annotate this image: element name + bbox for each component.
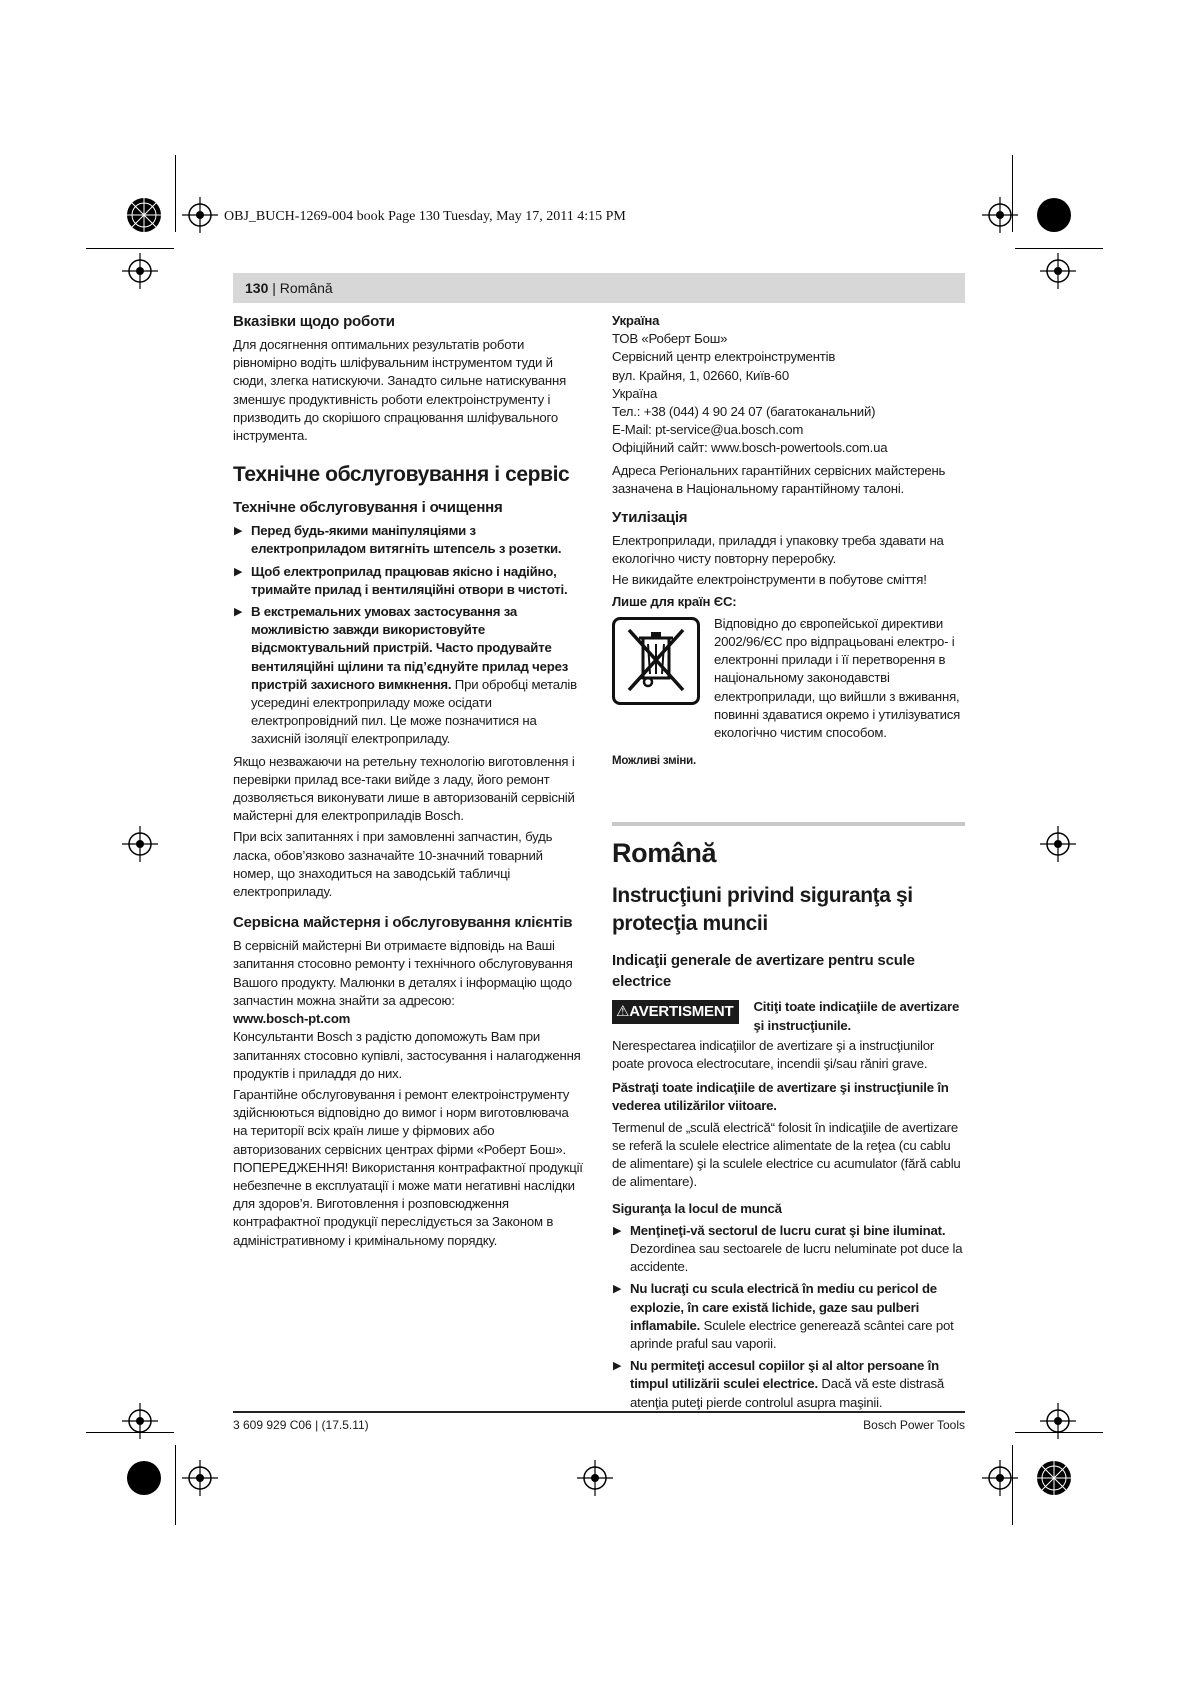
company-name: ТОВ «Роберт Бош» bbox=[612, 331, 728, 347]
ro-term-paragraph: Termenul de „sculă electrică“ folosit în indicaţiile de avertizare se referă la sculele electrice alimentate de la reţea (cu cablu de alimentare) şi la sculele electrice cu acumulator (fără cablu de alimentare). bbox=[612, 1119, 961, 1190]
crossed-bin-icon bbox=[612, 617, 700, 705]
crosshair-mark-upper-right bbox=[1040, 253, 1076, 289]
crosshair-mark-bottom-left bbox=[182, 1460, 218, 1496]
work-tips-heading: Вказівки щодо роботи bbox=[233, 313, 395, 330]
crosshair-mark-bottom-center bbox=[577, 1460, 613, 1496]
bullet-arrow-icon: ▶ bbox=[234, 606, 243, 619]
ro-warning-row bbox=[612, 998, 965, 1034]
running-header bbox=[233, 273, 965, 303]
registration-mark-bottom-left bbox=[126, 1460, 162, 1496]
warning-badge: ⚠AVERTISMENT bbox=[612, 1000, 739, 1024]
registration-mark-top-left bbox=[126, 197, 162, 233]
page-number: 130 bbox=[245, 280, 269, 296]
section-divider bbox=[612, 822, 965, 826]
crosshair-mark-upper-left bbox=[122, 253, 158, 289]
crosshair-mark-lower-right bbox=[1040, 1403, 1076, 1439]
left-column bbox=[233, 312, 585, 1253]
print-slug: OBJ_BUCH-1269-004 book Page 130 Tuesday, May 17, 2011 4:15 PM bbox=[224, 209, 626, 224]
crosshair-mark-lower-left bbox=[122, 1403, 158, 1439]
warning-triangle-icon: ⚠ bbox=[616, 1003, 630, 1021]
bullet-keep-clean: ▶ Щоб електроприлад працював якісно і надійно, тримайте прилад і вентиляційні отвори в чистоті. bbox=[234, 563, 568, 597]
crop-line bbox=[175, 155, 176, 232]
crop-line bbox=[1015, 248, 1103, 249]
ro-safety-heading: Instrucţiuni privind siguranţa şi protecţia muncii bbox=[612, 884, 913, 936]
cleaning-heading: Технічне обслуговування і очищення bbox=[233, 499, 503, 517]
ro-bullet-explosive: ▶ Nu lucraţi cu scula electrică în mediu cu pericol de explozie, în care există lichide, gaze sau pulberi inflamabile. Sculele electrice generează scântei care pot aprinde praful sau vaporii. bbox=[613, 1281, 954, 1351]
bullet-arrow-icon: ▶ bbox=[234, 565, 243, 578]
ro-workplace-heading: Siguranţa la locul de muncă bbox=[612, 1200, 782, 1216]
bullet-arrow-icon: ▶ bbox=[613, 1283, 622, 1296]
service-heading: Технічне обслуговування і сервіс bbox=[233, 463, 570, 487]
bullet-unplug: ▶ Перед будь-якими маніпуляціями з електроприладом витягніть штепсель з розетки. bbox=[234, 523, 562, 557]
registration-mark-top-right bbox=[1036, 197, 1072, 233]
crop-line bbox=[1012, 1445, 1013, 1525]
ro-bullet-children: ▶ Nu permiteţi accesul copiilor şi al altor persoane în timpul utilizării sculei electrice. Dacă vă este distrasă atenţia puteţi pierde controlul asupra maşinii. bbox=[613, 1358, 945, 1410]
email-address[interactable]: E-Mail: pt-service@ua.bosch.com bbox=[612, 422, 804, 438]
street-address: вул. Крайня, 1, 02660, Київ-60 bbox=[612, 367, 789, 383]
repair-paragraph: Якщо незважаючи на ретельну технологію виготовлення і перевірки прилад все-таки вийде з ладу, його ремонт дозволяється виконувати лише в авторизованій сервісній майстерні для електроприладів Bosch. bbox=[233, 753, 575, 824]
crop-line bbox=[86, 248, 174, 249]
bullet-arrow-icon: ▶ bbox=[613, 1360, 622, 1373]
disposal-paragraph-2: Не викидайте електроінструменти в побутове сміття! bbox=[612, 572, 927, 588]
footer-rule bbox=[233, 1411, 965, 1413]
registration-mark-bottom-right bbox=[1036, 1460, 1072, 1496]
counterfeit-warning-paragraph: ПОПЕРЕДЖЕННЯ! Використання контрафактної продукції небезпечне в експлуатації і може мати негативні наслідки для здоров’я. Виготовлення і розповсюдження контрафактної продукції переслідується за Законом в адміністративному і кримінальному порядку. bbox=[233, 1159, 583, 1248]
consultants-paragraph: Консультанти Bosch з радістю допоможуть Вам при запитаннях стосовно купівлі, застосування і налагодження продуктів і приладдя до них. bbox=[233, 1029, 581, 1081]
weee-paragraph: Відповідно до європейської директиви 2002/96/ЄС про відпрацьовані електро- і електронні прилади і її перетворення в національному законодавстві електроприлади, що вийшли з вживання, повинні здаватися окремо і утилізуватися екологічно чистим способом. bbox=[714, 615, 961, 741]
bullet-arrow-icon: ▶ bbox=[234, 525, 243, 538]
weee-block bbox=[612, 615, 965, 742]
order-paragraph: При всіх запитаннях і при замовленні запчастин, будь ласка, обов’язково зазначайте 10-значний товарний номер, що знаходиться на заводській табличці електроприладу. bbox=[233, 829, 553, 900]
header-separator: | bbox=[272, 280, 276, 296]
work-tips-paragraph: Для досягнення оптимальних результатів роботи рівномірно водіть шліфувальним інструментом туди й сюди, злегка натискуючи. Занадто сильне натискування зменшує продуктивність роботи електроінструменту і призводить до скорішого спрацювання шліфувального інструмента. bbox=[233, 337, 567, 444]
workshop-heading: Сервісна майстерня і обслуговування клієнтів bbox=[233, 914, 573, 932]
warranty-paragraph: Гарантійне обслуговування і ремонт електроінструменту здійснюються відповідно до вимог і норм виготовлювача на території всіх країн лише у фірмових або авторизованих сервісних центрах фірми «Роберт Бош». bbox=[233, 1086, 570, 1157]
disposal-paragraph-1: Електроприлади, приладдя і упаковку треба здавати на екологічно чисту повторну переробку. bbox=[612, 533, 944, 567]
crosshair-mark-middle-right bbox=[1040, 826, 1076, 862]
footer-doc-number: 3 609 929 C06 | (17.5.11) bbox=[233, 1418, 369, 1432]
country-heading: Україна bbox=[612, 313, 660, 328]
country-name: Україна bbox=[612, 385, 658, 401]
ro-bullet-clean-area: ▶ Menţineţi-vă sectorul de lucru curat şi bine iluminat. Dezordinea sau sectoarele de lucru neluminate pot duce la accidente. bbox=[613, 1222, 963, 1275]
crop-line bbox=[1015, 1432, 1103, 1433]
workshop-url-link[interactable]: www.bosch-pt.com bbox=[233, 1011, 351, 1027]
crosshair-mark-middle-left bbox=[122, 826, 158, 862]
official-website[interactable]: Офіційний сайт: www.bosch-powertools.com.ua bbox=[612, 440, 888, 456]
crop-line bbox=[175, 1445, 176, 1525]
footer-brand: Bosch Power Tools bbox=[863, 1418, 965, 1432]
bullet-arrow-icon: ▶ bbox=[613, 1224, 622, 1237]
bullet-extreme-conditions: ▶ В екстремальних умовах застосування за можливістю завжди використовуйте відсмоктувальний пристрій. Часто продувайте вентиляційні щілини та під’єднуйте прилад через пристрій захисного вимкнення. При обробці металів усередині електроприладу може осідати електропровідний пил. Це може позначитися на захисній ізоляції електроприладу. bbox=[234, 604, 577, 747]
ro-warning-paragraph: Nerespectarea indicaţiilor de avertizare şi a instrucţiunilor poate provoca electrocutare, incendii şi/sau răniri grave. bbox=[612, 1037, 935, 1072]
workshop-paragraph: В сервісній майстерні Ви отримаєте відповідь на Ваші запитання стосовно ремонту і технічного обслуговування Вашого продукту. Малюнки в деталях і інформацію щодо запчастин можна знайти за адресою: www.bosch-pt.com bbox=[233, 938, 573, 1027]
ro-general-warnings-heading: Indicaţii generale de avertizare pentru scule electrice bbox=[612, 952, 915, 991]
crop-line bbox=[86, 1432, 174, 1433]
eu-only-heading: Лише для країн ЄС: bbox=[612, 593, 737, 609]
ro-warning-bold: Citiţi toate indicaţiile de avertizare şi instrucţiunile. bbox=[753, 999, 960, 1033]
romanian-section-title: Română bbox=[612, 838, 717, 869]
disposal-heading: Утилізація bbox=[612, 509, 688, 527]
changes-note: Можливі зміни. bbox=[612, 755, 696, 768]
ro-keep-instructions: Păstraţi toate indicaţiile de avertizare şi instrucţiunile în vederea utilizărilor viitoare. bbox=[612, 1080, 949, 1114]
crosshair-mark-top-left bbox=[182, 197, 218, 233]
regional-service-paragraph: Адреса Регіональних гарантійних сервісних майстерень зазначена в Національному гарантійному талоні. bbox=[612, 462, 946, 496]
service-center: Сервісний центр електроінструментів bbox=[612, 349, 836, 365]
header-section: Română bbox=[279, 280, 333, 296]
crop-line bbox=[1012, 155, 1013, 232]
phone-number: Тел.: +38 (044) 4 90 24 07 (багатоканальний) bbox=[612, 404, 876, 420]
right-column bbox=[612, 312, 965, 1416]
